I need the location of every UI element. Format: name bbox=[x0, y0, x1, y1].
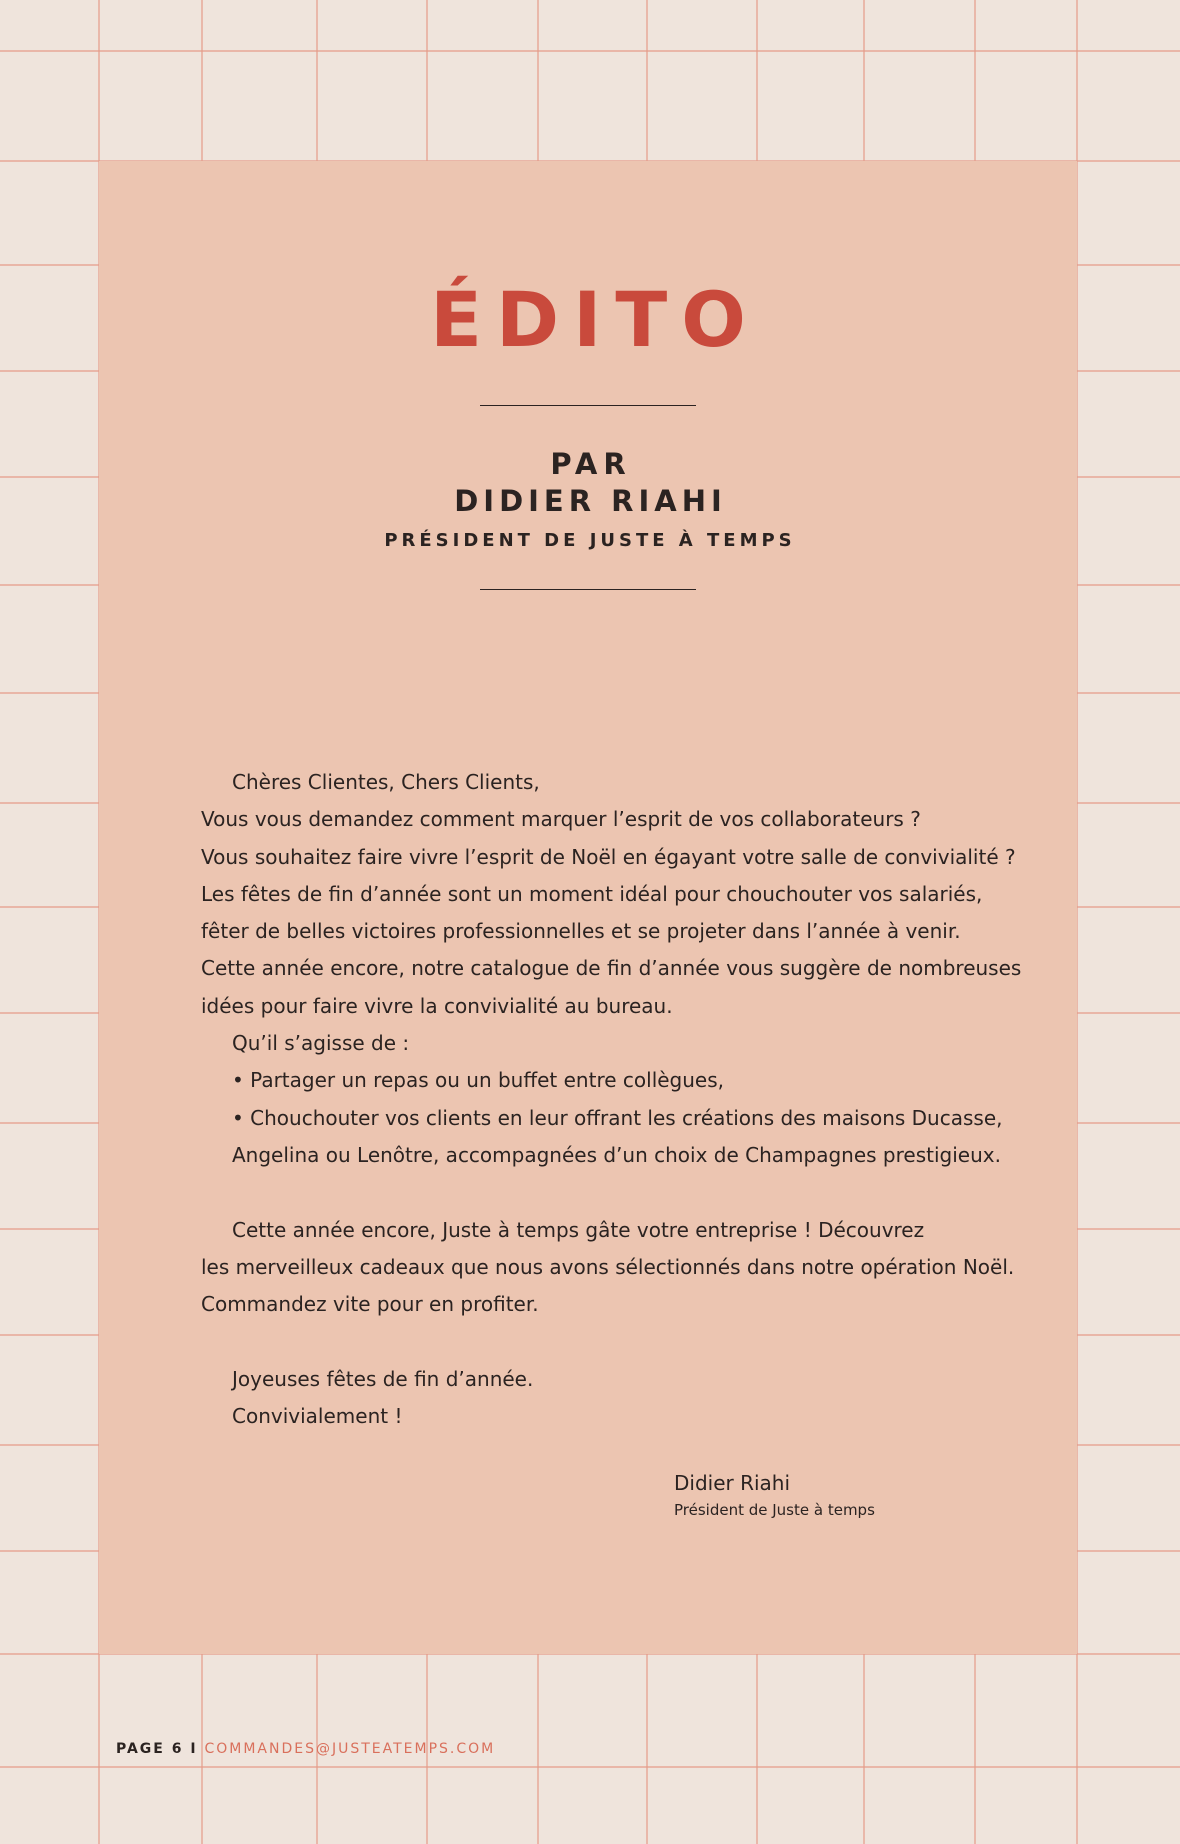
closing-line: Joyeuses fêtes de fin d’année. bbox=[232, 1366, 534, 1391]
body-line: fêter de belles victoires professionnelles et se projeter dans l’année à venir. bbox=[201, 919, 961, 944]
edito-body bbox=[201, 764, 1021, 1435]
closing-line: Convivialement ! bbox=[232, 1404, 403, 1429]
body-line: Qu’il s’agisse de : bbox=[232, 1031, 410, 1056]
footer-separator: I bbox=[183, 1741, 205, 1757]
body-line: Les fêtes de fin d’année sont un moment idéal pour chouchouter vos salariés, bbox=[201, 881, 983, 906]
greeting: Chères Clientes, Chers Clients, bbox=[232, 770, 540, 794]
page-title: ÉDITO bbox=[430, 275, 760, 364]
edito-panel bbox=[99, 161, 1077, 1654]
bullet-item: • Chouchouter vos clients en leur offrant les créations des maisons Ducasse, bbox=[232, 1105, 1003, 1130]
signature-role: Président de Juste à temps bbox=[674, 1501, 875, 1519]
bullet-item: • Partager un repas ou un buffet entre collègues, bbox=[232, 1068, 725, 1093]
author-name: DIDIER RIAHI bbox=[454, 484, 727, 518]
paragraph-gap bbox=[201, 1174, 1021, 1211]
body-line: Commandez vite pour en profiter. bbox=[201, 1292, 539, 1317]
contact-email-link[interactable]: COMMANDES@JUSTEATEMPS.COM bbox=[204, 1741, 496, 1757]
body-line: Cette année encore, notre catalogue de fin d’année vous suggère de nombreuses bbox=[201, 956, 1022, 981]
paragraph-gap bbox=[201, 1323, 1021, 1360]
signature-block bbox=[674, 1469, 875, 1521]
body-line: Vous souhaitez faire vivre l’esprit de Noël en égayant votre salle de convivialité ? bbox=[201, 844, 1016, 869]
body-line: Cette année encore, Juste à temps gâte votre entreprise ! Découvrez bbox=[232, 1217, 925, 1242]
body-line: Vous vous demandez comment marquer l’esprit de vos collaborateurs ? bbox=[201, 807, 921, 832]
bullet-continuation: Angelina ou Lenôtre, accompagnées d’un choix de Champagnes prestigieux. bbox=[232, 1142, 1001, 1167]
body-line: idées pour faire vivre la convivialité au bureau. bbox=[201, 993, 673, 1018]
byline-par: PAR bbox=[550, 447, 632, 481]
page-footer bbox=[116, 1739, 495, 1759]
body-line: les merveilleux cadeaux que nous avons sélectionnés dans notre opération Noël. bbox=[201, 1254, 1015, 1279]
divider-top bbox=[480, 405, 696, 406]
divider-bottom bbox=[480, 589, 696, 590]
signature-name: Didier Riahi bbox=[674, 1471, 791, 1495]
author-role: PRÉSIDENT DE JUSTE À TEMPS bbox=[384, 530, 796, 551]
page-number: PAGE 6 bbox=[116, 1741, 184, 1757]
